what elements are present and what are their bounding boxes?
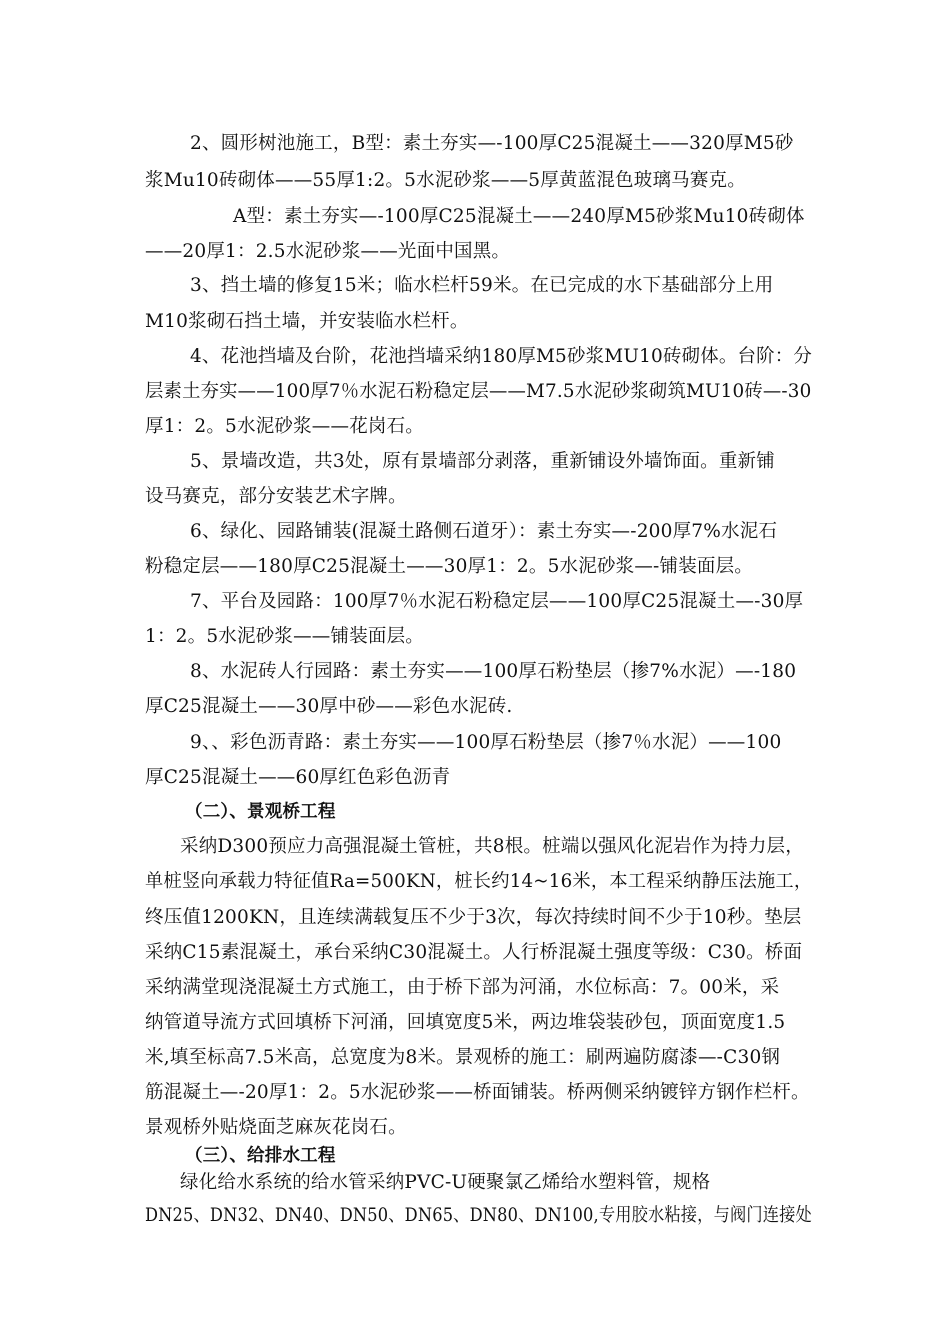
text-line: 5、景墙改造，共3处，原有景墙部分剥落，重新铺设外墙饰面。重新铺: [190, 451, 775, 472]
text-line: 筋混凝土—-20厚1：2。5水泥砂浆——桥面铺装。桥两侧采纳镀锌方钢作栏杆。: [145, 1082, 810, 1103]
text-line: 采纳D300预应力高强混凝土管桩，共8根。桩端以强风化泥岩作为持力层，: [180, 836, 804, 857]
text-line: 2、圆形树池施工，B型：素土夯实—-100厚C25混凝土——320厚M5砂: [190, 133, 794, 154]
text-line: A型：素土夯实—-100厚C25混凝土——240厚M5砂浆Mu10砖砌体: [233, 206, 805, 227]
text-line: 设马赛克，部分安装艺术字牌。: [145, 486, 407, 507]
text-line: 层素土夯实——100厚7％水泥石粉稳定层——M7.5水泥砂浆砌筑MU10砖—-30: [145, 381, 812, 402]
text-line: 6、绿化、园路铺装(混凝土路侧石道牙）：素土夯实—-200厚7%水泥石: [190, 521, 778, 542]
text-line: 终压值1200KN，且连续满载复压不少于3次，每次持续时间不少于10秒。垫层: [145, 907, 802, 928]
text-line: 绿化给水系统的给水管采纳PVC-U硬聚氯乙烯给水塑料管，规格: [180, 1172, 711, 1193]
text-line: 米,填至标高7.5米高，总宽度为8米。景观桥的施工：刷两遍防腐漆—-C30钢: [145, 1047, 781, 1068]
section-heading: （二）、景观桥工程: [185, 802, 336, 822]
text-line: 浆Mu10砖砌体——55厚1:2。5水泥砂浆——5厚黄蓝混色玻璃马赛克。: [145, 170, 746, 191]
text-line: 粉稳定层——180厚C25混凝土——30厚1：2。5水泥砂浆—-铺装面层。: [145, 556, 754, 577]
text-line: 景观桥外贴烧面芝麻灰花岗石。: [145, 1117, 407, 1138]
text-line: 采纳C15素混凝土，承台采纳C30混凝土。人行桥混凝土强度等级：C30。桥面: [145, 942, 803, 963]
text-line: 4、花池挡墙及台阶，花池挡墙采纳180厚M5砂浆MU10砖砌体。台阶：分: [190, 346, 813, 367]
text-line: ——20厚1：2.5水泥砂浆——光面中国黑。: [145, 241, 511, 262]
text-line: 9、、彩色沥青路：素土夯实——100厚石粉垫层（掺7％水泥）——100: [190, 732, 782, 753]
text-line: 纳管道导流方式回填桥下河涌，回填宽度5米，两边堆袋装砂包，顶面宽度1.5: [145, 1012, 786, 1033]
text-line: M10浆砌石挡土墙，并安装临水栏杆。: [145, 311, 469, 332]
text-line: 厚1：2。5水泥砂浆——花岗石。: [145, 416, 425, 437]
text-line: 厚C25混凝土——30厚中砂——彩色水泥砖.: [145, 696, 513, 717]
text-line: 3、挡土墙的修复15米；临水栏杆59米。在已完成的水下基础部分上用: [190, 275, 774, 296]
text-line: 7、平台及园路：100厚7％水泥石粉稳定层——100厚C25混凝土—-30厚: [190, 591, 804, 612]
text-line: 单桩竖向承载力特征值Ra=500KN，桩长约14~16米，本工程采纳静压法施工，: [145, 871, 813, 892]
text-line: 厚C25混凝土——60厚红色彩色沥青: [145, 767, 451, 788]
section-heading: （三）、给排水工程: [185, 1146, 336, 1166]
text-line: 8、水泥砖人行园路：素土夯实——100厚石粉垫层（掺7%水泥）—-180: [190, 661, 797, 682]
text-line: 1：2。5水泥砂浆——铺装面层。: [145, 626, 425, 647]
text-line: 采纳满堂现浇混凝土方式施工，由于桥下部为河涌，水位标高：7。00米，采: [145, 977, 780, 998]
text-line: DN25、DN32、DN40、DN50、DN65、DN80、DN100,专用胶水粘接，与阀门连接处: [145, 1205, 812, 1226]
